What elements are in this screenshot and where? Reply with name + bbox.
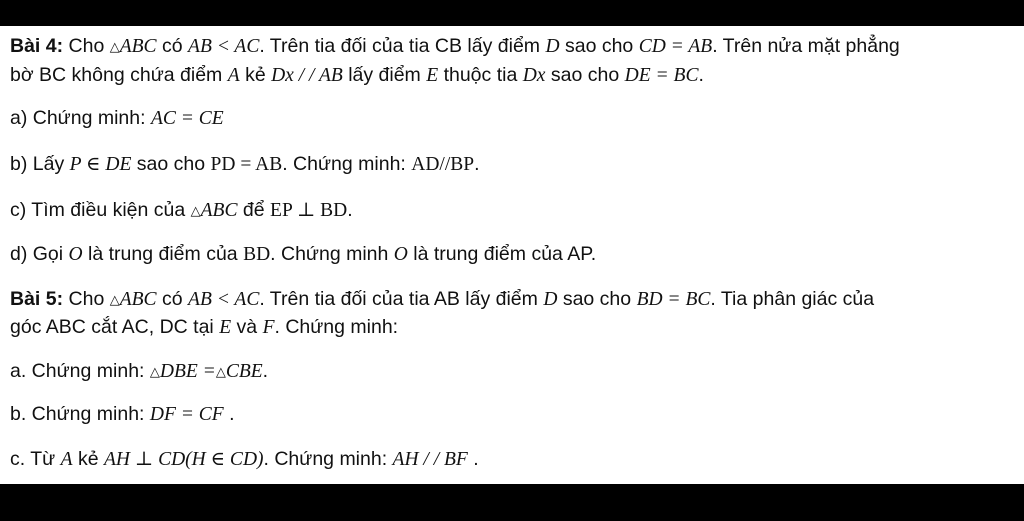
text: sao cho bbox=[550, 64, 620, 86]
text: . bbox=[347, 199, 353, 221]
text: lấy điểm bbox=[348, 64, 421, 86]
text: là trung điểm của AP. bbox=[413, 243, 597, 265]
math: DBE = bbox=[159, 361, 216, 382]
text: a. Chứng minh: bbox=[10, 360, 145, 382]
text: . bbox=[473, 448, 479, 470]
math: AH / / BF bbox=[392, 449, 468, 470]
math: O bbox=[68, 244, 83, 265]
math: AB < AC bbox=[188, 289, 260, 310]
math: BD = BC bbox=[636, 289, 711, 310]
text: . Trên nửa mặt phẳng bbox=[712, 35, 900, 57]
math: O bbox=[393, 244, 408, 265]
text: . bbox=[229, 403, 235, 425]
math: D bbox=[545, 36, 560, 57]
bai5-label: Bài 5: bbox=[10, 288, 64, 310]
math: Dx / / AB bbox=[271, 65, 343, 86]
bai4-part-b bbox=[10, 152, 480, 177]
math: EP ⊥ BD bbox=[270, 200, 348, 221]
bai5-part-c bbox=[10, 447, 479, 472]
text: b. Chứng minh: bbox=[10, 403, 145, 425]
text: có bbox=[162, 288, 183, 310]
text: . bbox=[698, 64, 704, 86]
math: DE = BC bbox=[624, 65, 699, 86]
math: AB < AC bbox=[188, 36, 260, 57]
text: c) Tìm điều kiện của bbox=[10, 199, 186, 221]
text: bờ BC không chứa điểm bbox=[10, 64, 223, 86]
math: D bbox=[543, 289, 558, 310]
text: kẻ bbox=[77, 448, 99, 470]
bai4-part-a bbox=[10, 106, 224, 131]
triangle-icon: △ bbox=[190, 203, 201, 218]
text: . Chứng minh bbox=[270, 243, 389, 265]
bai4-part-c bbox=[10, 198, 353, 223]
math: Dx bbox=[522, 65, 546, 86]
text: có bbox=[162, 35, 183, 57]
math: CBE bbox=[225, 361, 263, 382]
text: kẻ bbox=[245, 64, 266, 86]
bai5-line2 bbox=[10, 315, 398, 340]
math: A bbox=[60, 449, 73, 470]
text: . Trên tia đối của tia CB lấy điểm bbox=[259, 35, 541, 57]
problem-sheet bbox=[0, 26, 1024, 484]
math: CD = AB bbox=[638, 36, 713, 57]
text: . bbox=[474, 153, 480, 175]
math: F bbox=[262, 317, 275, 338]
bai4-label: Bài 4: bbox=[10, 35, 64, 57]
math: BD bbox=[243, 244, 271, 265]
bai4-line1 bbox=[10, 34, 900, 59]
bai4-part-d bbox=[10, 242, 596, 267]
math: P ∈ DE bbox=[69, 154, 132, 175]
triangle-icon: △ bbox=[215, 364, 226, 379]
math: E bbox=[426, 65, 439, 86]
math: ABC bbox=[119, 289, 157, 310]
math: AC = CE bbox=[150, 108, 224, 129]
text: sao cho bbox=[564, 35, 634, 57]
text: là trung điểm của bbox=[88, 243, 238, 265]
math: A bbox=[227, 65, 240, 86]
text: góc ABC cắt AC, DC tại bbox=[10, 316, 214, 338]
triangle-icon: △ bbox=[109, 39, 120, 54]
text: a) Chứng minh: bbox=[10, 107, 146, 129]
text: . Chứng minh: bbox=[274, 316, 399, 338]
math: AH ⊥ CD(H ∈ CD) bbox=[104, 449, 264, 470]
math: AD//BP bbox=[411, 154, 475, 175]
text: . Chứng minh: bbox=[282, 153, 406, 175]
text: và bbox=[236, 316, 258, 338]
text: b) Lấy bbox=[10, 153, 65, 175]
math: ABC bbox=[200, 200, 238, 221]
text: . Tia phân giác của bbox=[710, 288, 875, 310]
math: DF = CF bbox=[149, 404, 224, 425]
text: . Chứng minh: bbox=[263, 448, 388, 470]
text: Cho bbox=[68, 35, 105, 57]
text: Cho bbox=[68, 288, 105, 310]
text: . bbox=[262, 360, 269, 382]
math: E bbox=[219, 317, 232, 338]
triangle-icon: △ bbox=[149, 364, 160, 379]
bai4-line2 bbox=[10, 63, 704, 88]
math: PD = AB bbox=[210, 154, 283, 175]
text: . Trên tia đối của tia AB lấy điểm bbox=[259, 288, 538, 310]
text: thuộc tia bbox=[443, 64, 518, 86]
text: d) Gọi bbox=[10, 243, 64, 265]
math: ABC bbox=[119, 36, 157, 57]
text: sao cho bbox=[136, 153, 206, 175]
bai5-line1 bbox=[10, 287, 874, 312]
bai5-part-b bbox=[10, 402, 235, 427]
text: sao cho bbox=[562, 288, 632, 310]
text: để bbox=[242, 199, 265, 221]
text: c. Từ bbox=[10, 448, 56, 470]
triangle-icon: △ bbox=[109, 292, 120, 307]
bai5-part-a bbox=[10, 359, 268, 384]
